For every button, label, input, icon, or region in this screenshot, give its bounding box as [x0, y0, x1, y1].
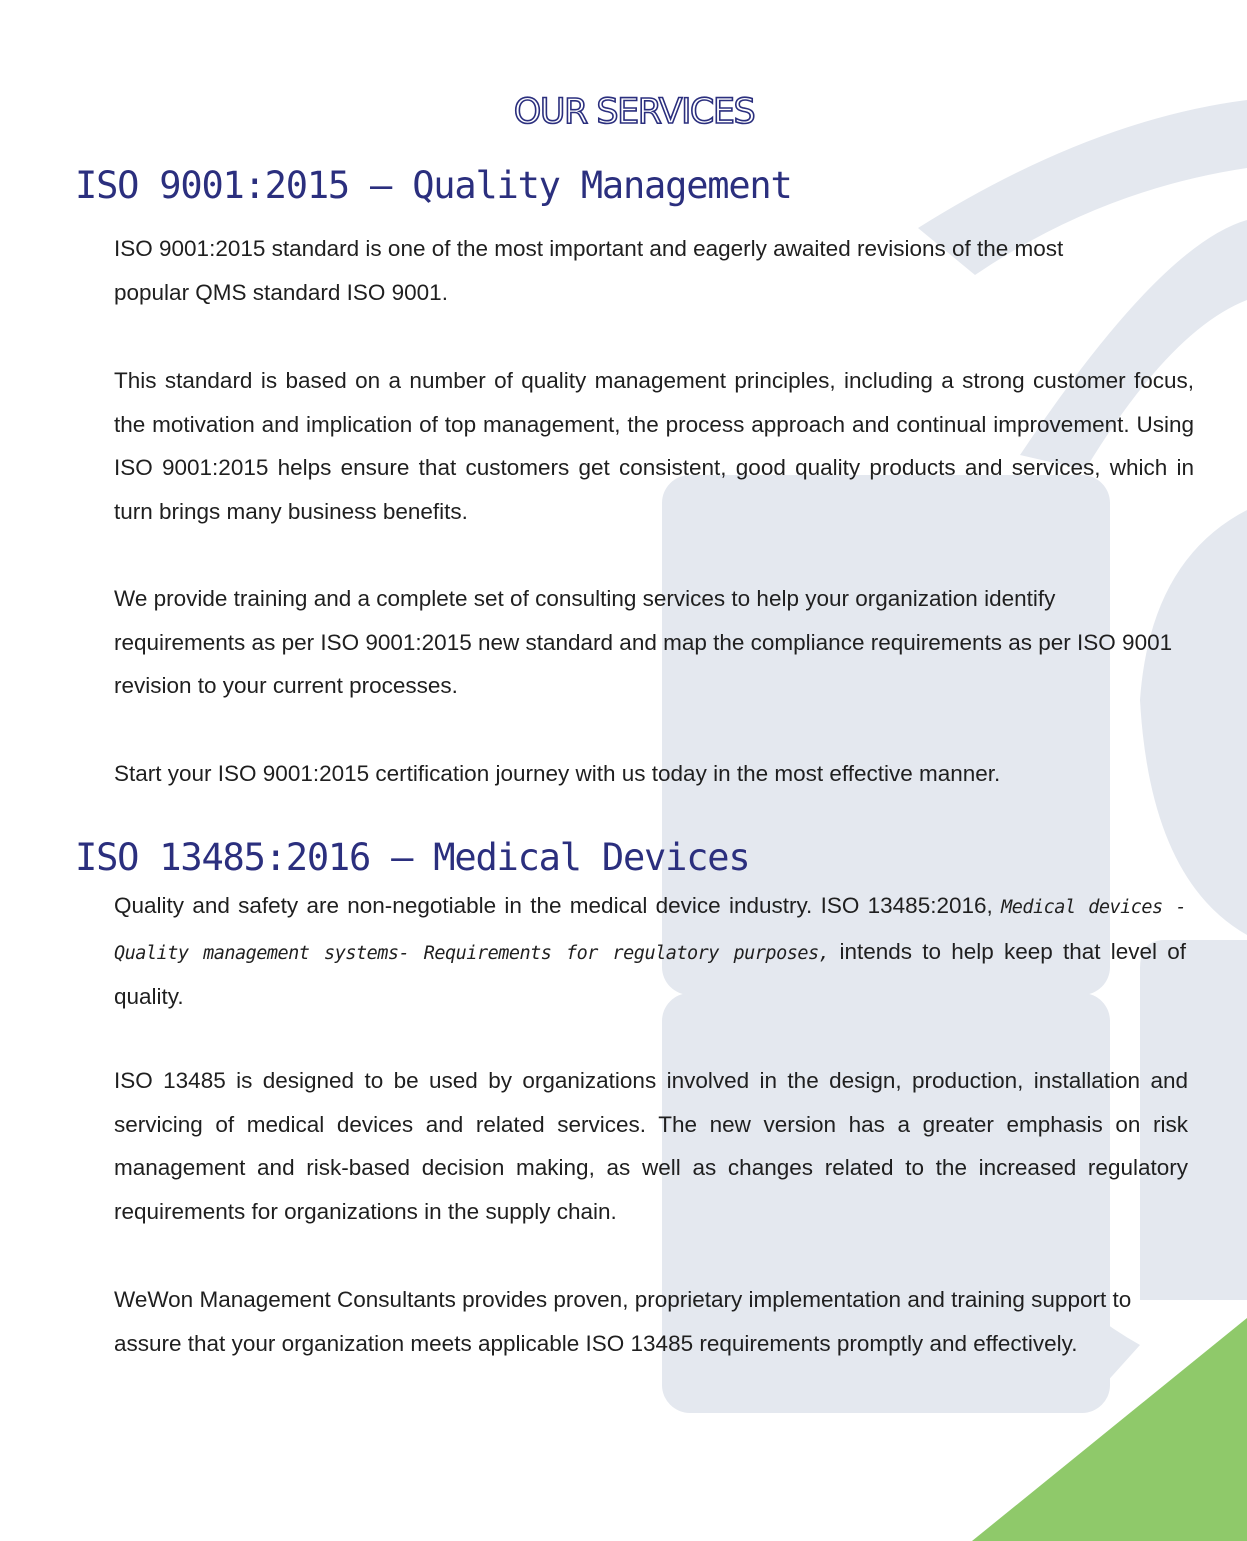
paragraph-iso-9001-principles: This standard is based on a number of quality management principles, including a strong customer focus, the motivation and implication of top management, the process approach and continual improvement. Using ISO 9001:2015 helps ensure that customers get consistent, good quality products and services, which in turn brings many business benefits. — [114, 368, 1194, 525]
intro-text-start: Quality and safety are non-negotiable in the medical device industry. ISO 13485:2016, — [114, 893, 1002, 918]
paragraph-iso-9001-services: We provide training and a complete set of consulting services to help your organization identify requirements as per ISO 9001:2015 new standard and map the compliance requirements as per ISO 9001 revision to your current processes. — [114, 586, 1173, 699]
paragraph-iso-13485-intro — [114, 884, 1186, 1019]
paragraph-iso-9001-intro: ISO 9001:2015 standard is one of the most important and eagerly awaited revisions of the most popular QMS standard ISO 9001. — [114, 236, 1064, 305]
intro-text-end: intends to help keep that level of quality. — [114, 938, 1186, 1010]
section-heading-iso-13485: ISO 13485:2016 – Medical Devices — [75, 836, 750, 879]
paragraph-iso-9001-cta: Start your ISO 9001:2015 certification journey with us today in the most effective manner. — [114, 761, 1001, 786]
section-heading-iso-9001: ISO 9001:2015 – Quality Management — [75, 164, 792, 207]
page-title: OUR SERVICES — [513, 92, 755, 132]
standard-title-italic: Medical devices - Quality management systems- Requirements for regulatory purposes, — [114, 897, 1186, 964]
paragraph-iso-13485-wewon: WeWon Management Consultants provides proven, proprietary implementation and training support to assure that your organization meets applicable ISO 13485 requirements promptly and effectively. — [114, 1287, 1132, 1356]
paragraph-iso-13485-design: ISO 13485 is designed to be used by organizations involved in the design, production, installation and servicing of medical devices and related services. The new version has a greater emphasis on risk management and risk-based decision making, as well as changes related to the increased regulatory requirements for organizations in the supply chain. — [114, 1068, 1188, 1225]
